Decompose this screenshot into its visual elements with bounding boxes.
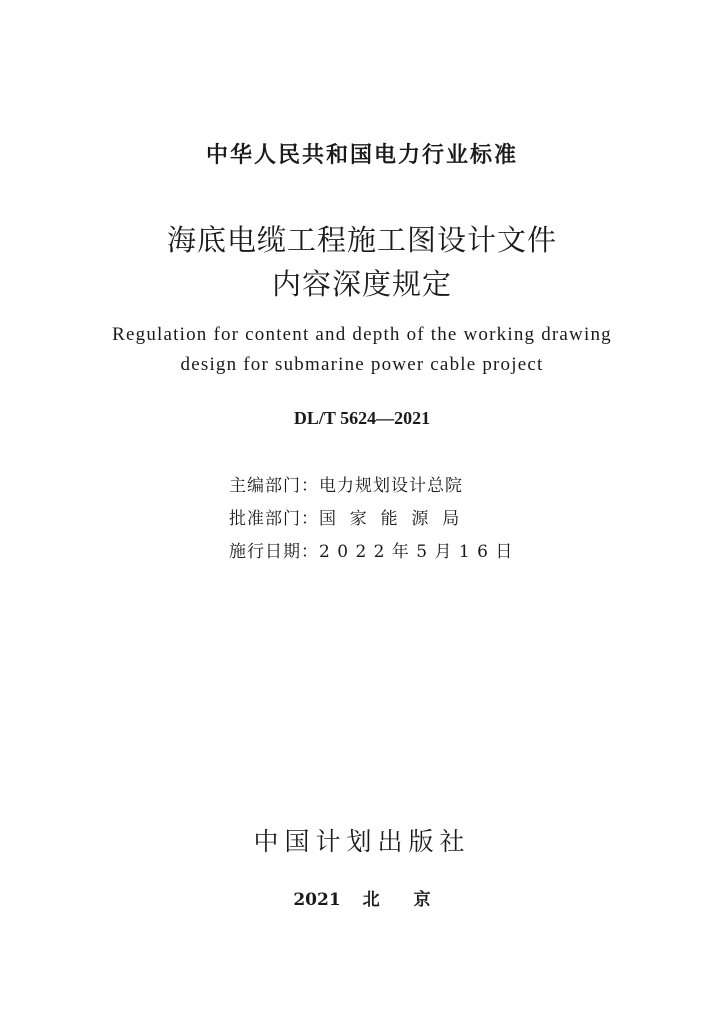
publication-year: 2021: [293, 890, 341, 910]
publisher-name: 中国计划出版社: [253, 827, 471, 856]
chinese-title-line-1: 海底电缆工程施工图设计文件: [166, 223, 557, 257]
editor-value: 电力规划设计总院: [319, 476, 463, 496]
approver-row: [229, 503, 513, 536]
english-title-line-1: Regulation for content and depth of the working drawing: [112, 324, 612, 345]
chinese-title-line-2: 内容深度规定: [271, 267, 452, 301]
editor-row: [229, 470, 513, 503]
publication-place-year: [0, 885, 724, 910]
standard-number: DL/T 5624—2021: [293, 408, 431, 428]
publication-city: 北 京: [362, 890, 431, 910]
publication-info-block: [229, 470, 513, 569]
effective-date-row: [229, 536, 513, 569]
approver-value: 国 家 能 源 局: [319, 509, 461, 529]
effective-date-value: 2 0 2 2 年 5 月 1 6 日: [319, 542, 514, 562]
english-title-line-2: design for submarine power cable project: [180, 354, 544, 375]
series-title: 中华人民共和国电力行业标准: [205, 143, 518, 168]
effective-date-label: 施行日期：: [229, 542, 319, 562]
approver-label: 批准部门：: [229, 509, 319, 529]
editor-label: 主编部门：: [229, 476, 319, 496]
